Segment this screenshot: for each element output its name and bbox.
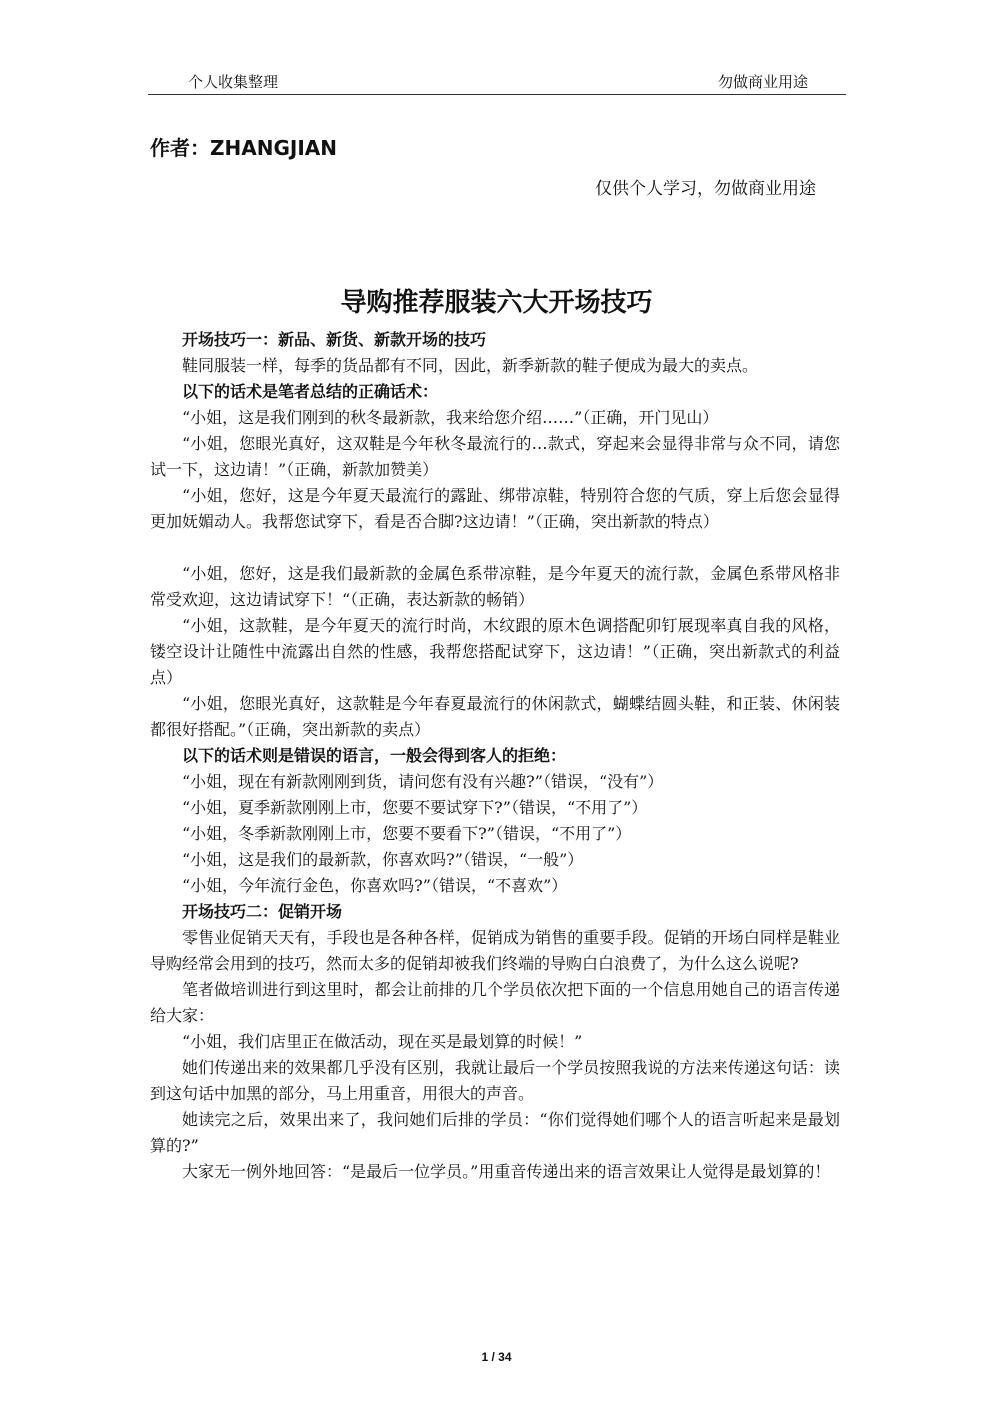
paragraph: “小姐，这是我们的最新款，你喜欢吗?”（错误，“一般”）: [182, 850, 584, 869]
paragraph: 大家无一例外地回答：“是最后一位学员。”用重音传递出来的语言效果让人觉得是最划算的！: [182, 1162, 831, 1181]
paragraph: “小姐，您眼光真好，这双鞋是今年秋冬最流行的…款式，穿起来会显得非常与众不同，请您试一下，这边请！”（正确，新款加赞美）: [150, 434, 840, 479]
section-heading: 开场技巧二：促销开场: [182, 902, 343, 921]
page-header: [148, 66, 846, 95]
usage-notice: 仅供个人学习，勿做商业用途: [595, 179, 816, 199]
header-right-text: 勿做商业用途: [717, 73, 808, 91]
page-number: 1 / 34: [481, 1350, 512, 1364]
paragraph: 零售业促销天天有，手段也是各种各样，促销成为销售的重要手段。促销的开场白同样是鞋业导购经常会用到的技巧，然而太多的促销却被我们终端的导购白白浪费了，为什么这么说呢?: [150, 928, 840, 973]
document-body: [150, 327, 840, 1185]
paragraph: 她们传递出来的效果都几乎没有区别，我就让最后一个学员按照我说的方法来传递这句话：读到这句话中加黑的部分，马上用重音，用很大的声音。: [150, 1058, 840, 1103]
paragraph: 笔者做培训进行到这里时，都会让前排的几个学员依次把下面的一个信息用她自己的语言传递给大家：: [150, 980, 840, 1025]
header-left-text: 个人收集整理: [188, 73, 279, 91]
paragraph: “小姐，这是我们刚到的秋冬最新款，我来给您介绍……”（正确，开门见山）: [182, 408, 719, 427]
paragraph: 鞋同服装一样，每季的货品都有不同，因此，新季新款的鞋子便成为最大的卖点。: [182, 356, 759, 375]
paragraph: “小姐，现在有新款刚刚到货，请问您有没有兴趣?”（错误，“没有”）: [182, 772, 664, 791]
document-title: 导购推荐服装六大开场技巧: [340, 288, 653, 318]
subheading: 以下的话术是笔者总结的正确话术：: [182, 382, 439, 401]
paragraph: “小姐，这款鞋，是今年夏天的流行时尚，木纹跟的原木色调搭配卯钉展现率真自我的风格，镂空设计让随性中流露出自然的性感，我帮您搭配试穿下，这边请！”（正确，突出新款式的利益点）: [150, 616, 840, 687]
paragraph: “小姐，您好，这是我们最新款的金属色系带凉鞋，是今年夏天的流行款，金属色系带风格非常受欢迎，这边请试穿下！“（正确，表达新款的畅销）: [150, 564, 840, 609]
paragraph: “小姐，夏季新款刚刚上市，您要不要试穿下?”（错误，“不用了”）: [182, 798, 648, 817]
author-line: 作者：ZHANGJIAN: [150, 136, 337, 160]
section-heading: 开场技巧一：新品、新货、新款开场的技巧: [182, 330, 487, 349]
paragraph: “小姐，您好，这是今年夏天最流行的露趾、绑带凉鞋，特别符合您的气质，穿上后您会显得更加妩媚动人。我帮您试穿下，看是否合脚?这边请！”（正确，突出新款的特点）: [150, 486, 840, 531]
paragraph: 她读完之后，效果出来了，我问她们后排的学员：“你们觉得她们哪个人的语言听起来是最划算的?”: [150, 1110, 840, 1155]
paragraph: “小姐，您眼光真好，这款鞋是今年春夏最流行的休闲款式，蝴蝶结圆头鞋，和正装、休闲装都很好搭配。”（正确，突出新款的卖点）: [150, 694, 840, 739]
paragraph: “小姐，冬季新款刚刚上市，您要不要看下?”（错误，“不用了”）: [182, 824, 632, 843]
paragraph: “小姐，今年流行金色，你喜欢吗?”（错误，“不喜欢”）: [182, 876, 568, 895]
paragraph: “小姐，我们店里正在做活动，现在买是最划算的时候！”: [182, 1032, 583, 1051]
subheading: 以下的话术则是错误的语言，一般会得到客人的拒绝：: [182, 746, 567, 765]
